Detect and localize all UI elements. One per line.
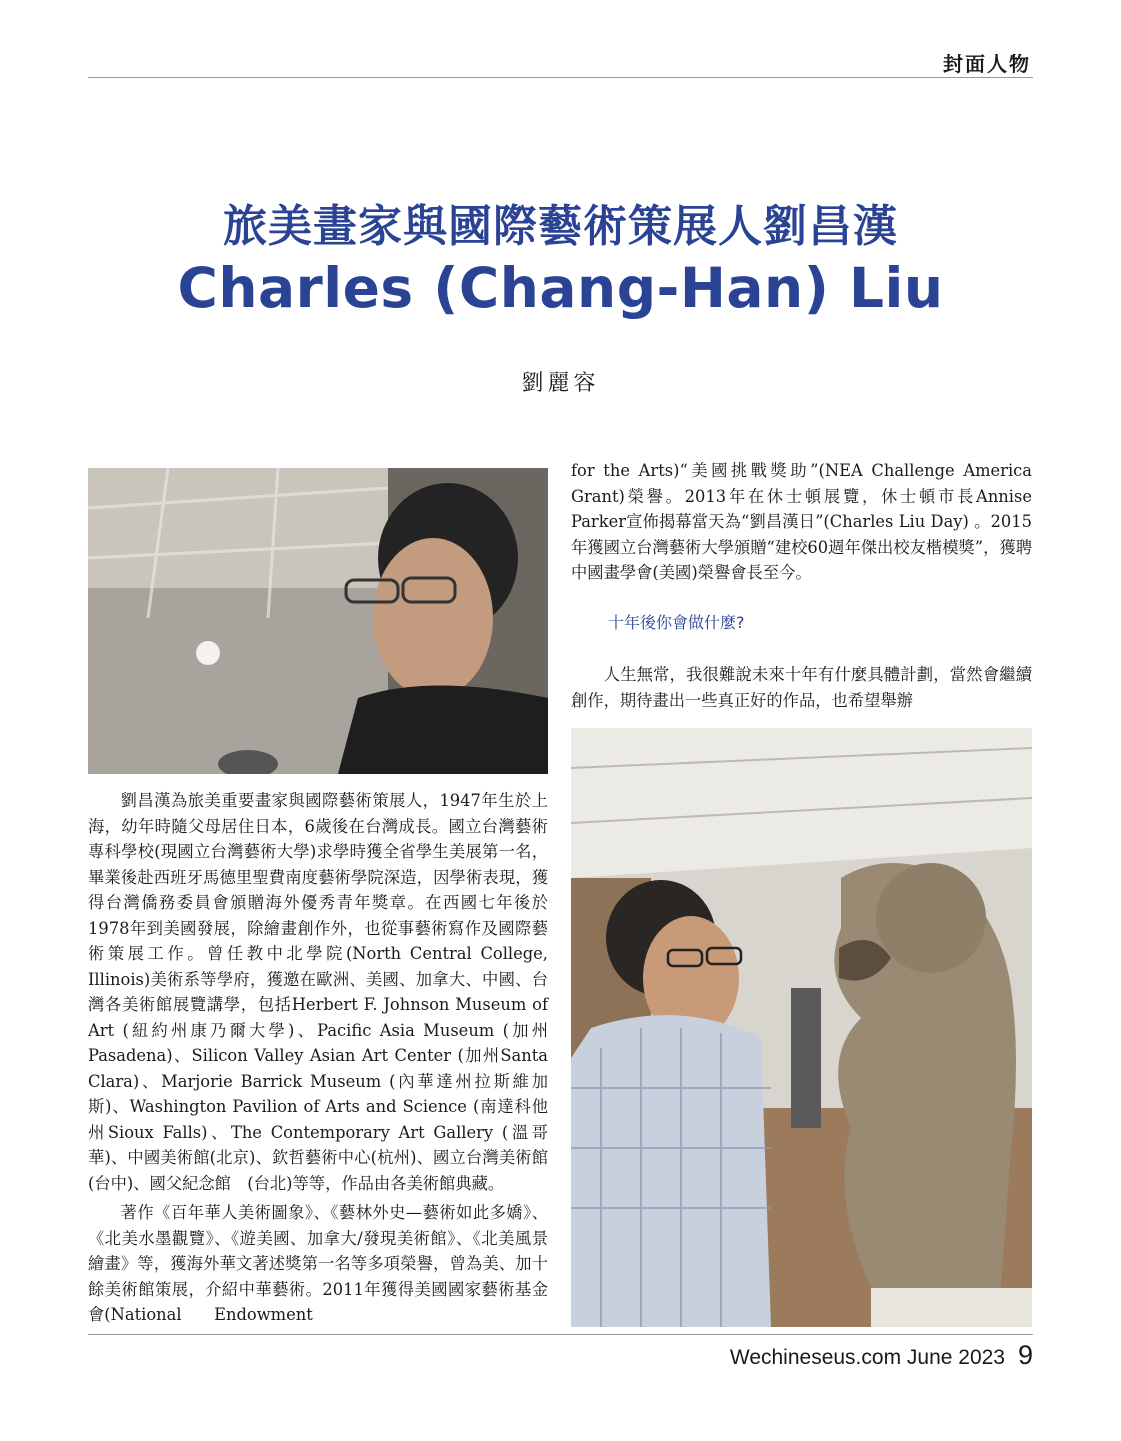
portrait-photo bbox=[88, 468, 548, 774]
paragraph: 劉昌漢為旅美重要畫家與國際藝術策展人，1947年生於上海，幼年時隨父母居住日本，6歲後在台灣成長。國立台灣藝術專科學校(現國立台灣藝術大學)求學時獲全省學生美展第一名，畢業後赴西班牙馬德里聖費南度藝術學院深造，因學術表現，獲得台灣僑務委員會頒贈海外優秀青年獎章。在西國七年後於1978年到美國發展，除繪畫創作外，也從事藝術寫作及國際藝術策展工作。曾任教中北學院(North Central College, Illinois)美術系等學府，獲邀在歐洲、美國、加拿大、中國、台灣各美術館展覽講學，包括Herbert F. Johnson Museum of Art (紐約州康乃爾大學)、Pacific Asia Museum (加州Pasadena)、Silicon Valley Asian Art Center (加州Santa Clara)、Marjorie Barrick Museum (內華達州拉斯維加斯)、Washington Pavilion of Arts and Science (南達科他州Sioux Falls)、The Contemporary Art Gallery (溫哥華)、中國美術館(北京)、欽哲藝術中心(杭州)、國立台灣美術館 (台中)、國父紀念館 (台北)等等，作品由各美術館典藏。 bbox=[88, 791, 565, 1193]
header-divider bbox=[88, 77, 1033, 78]
footer-divider bbox=[88, 1334, 1033, 1335]
footer-publication: Wechineseus.com June 2023 bbox=[729, 1346, 1005, 1369]
article-body-left bbox=[88, 788, 565, 1332]
article-title-chinese: 旅美畫家與國際藝術策展人劉昌漢 bbox=[223, 201, 898, 252]
article-body-right-bottom bbox=[571, 662, 1032, 717]
article-body-right-top bbox=[571, 458, 1032, 590]
question-heading: 十年後你會做什麼? bbox=[608, 613, 745, 632]
page-number: 9 bbox=[1017, 1340, 1033, 1370]
article-title-english: Charles (Chang-Han) Liu bbox=[177, 256, 944, 320]
paragraph: for the Arts)“美國挑戰獎助”(NEA Challenge America Grant)榮譽。2013年在休士頓展覽，休士頓市長Annise Parker宣佈揭幕當天為“劉昌漢日”(Charles Liu Day) 。2015年獲國立台灣藝術大學頒贈“建校60週年傑出校友楷模獎”，獲聘中國畫學會(美國)榮譽會長至今。 bbox=[571, 461, 1032, 582]
museum-photo bbox=[571, 728, 1032, 1327]
section-label: 封面人物 bbox=[943, 52, 1031, 76]
paragraph: 人生無常，我很難說未來十年有什麼具體計劃，當然會繼續創作，期待畫出一些真正好的作品，也希望舉辦 bbox=[571, 665, 1032, 710]
paragraph: 著作《百年華人美術圖象》、《藝林外史—藝術如此多嬌》、《北美水墨觀覽》、《遊美國、加拿大/發現美術館》、《北美風景繪畫》等，獲海外華文著述獎第一名等多項榮譽，曾為美、加十餘美術館策展，介紹中華藝術。2011年獲得美國國家藝術基金會(National Endowment bbox=[88, 1203, 548, 1324]
author-byline: 劉麗容 bbox=[521, 371, 600, 396]
